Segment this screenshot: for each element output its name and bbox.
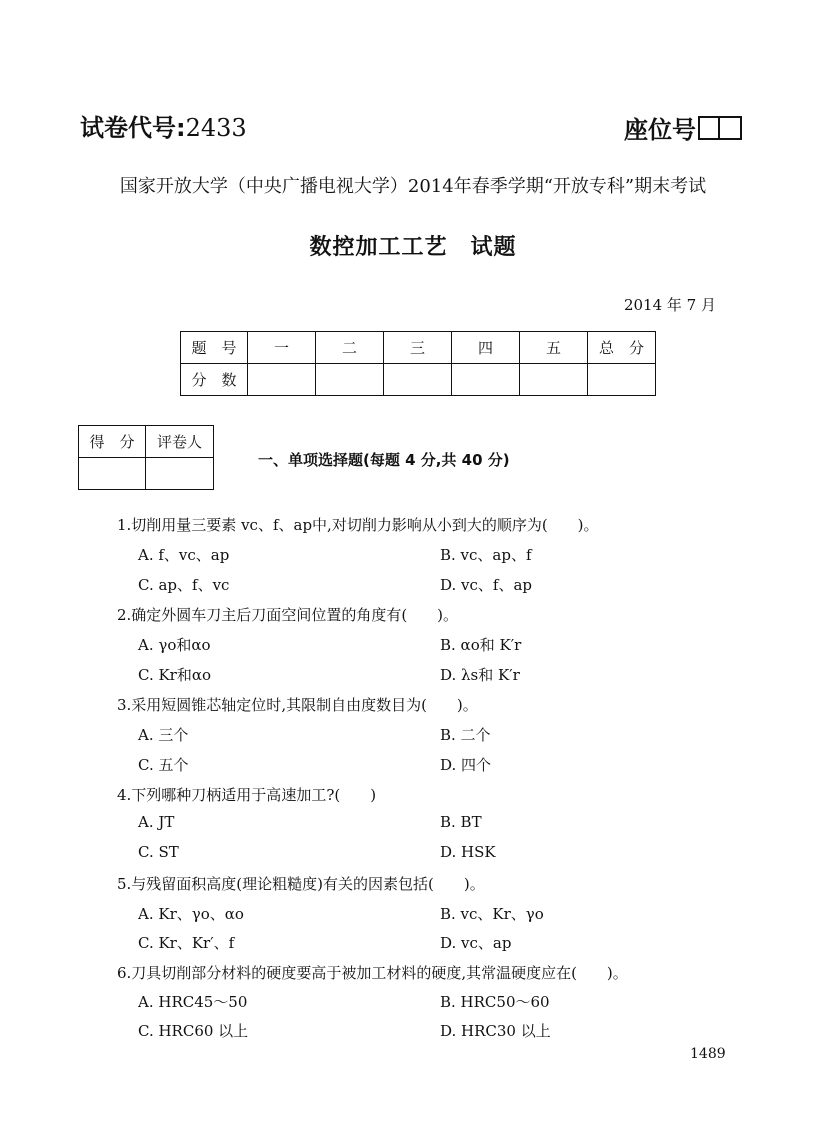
option-d: D. λs和 K′r [440,666,520,684]
score-cell [588,364,656,396]
option-c: C. Kr、Kr′、f [138,934,235,952]
score-cell [384,364,452,396]
score-table-value-row [181,364,656,396]
option-b: B. HRC50～60 [440,993,550,1011]
score-col: 四 [452,332,520,364]
question-stem: 4.下列哪种刀柄适用于高速加工?( ) [117,786,377,804]
option-b: B. 二个 [440,726,491,744]
score-col: 三 [384,332,452,364]
seat-box [698,116,720,140]
score-col: 一 [248,332,316,364]
score-table-header-row [181,332,656,364]
exam-code-value: 2433 [185,114,247,142]
seat-box [720,116,742,140]
seat-number [624,110,742,145]
exam-description: 国家开放大学（中央广播电视大学）2014年春季学期“开放专科”期末考试 [119,176,707,197]
option-a: A. γo和αo [138,636,211,654]
exam-code [80,108,247,143]
score-table [180,331,656,396]
page-number: 1489 [690,1046,726,1062]
option-d: D. 四个 [440,756,492,774]
option-d: D. HSK [440,843,496,861]
option-b: B. αo和 K′r [440,636,522,654]
score-row-label: 分 数 [181,364,248,396]
option-a: A. HRC45～50 [138,993,248,1011]
score-cell [316,364,384,396]
score-col: 二 [316,332,384,364]
grader-score-cell [79,458,146,490]
grader-score-label: 得 分 [79,426,146,458]
option-c: C. HRC60 以上 [138,1022,249,1040]
grader-name-label: 评卷人 [146,426,214,458]
option-d: D. vc、f、ap [440,576,532,594]
question-stem: 1.切削用量三要素 vc、f、ap中,对切削力影响从小到大的顺序为( )。 [117,516,599,534]
option-a: A. Kr、γo、αo [138,905,244,923]
seat-boxes [698,116,742,140]
option-c: C. 五个 [138,756,189,774]
question-stem: 5.与残留面积高度(理论粗糙度)有关的因素包括( )。 [117,875,485,893]
question-stem: 2.确定外圆车刀主后刀面空间位置的角度有( )。 [117,606,459,624]
score-cell [520,364,588,396]
option-c: C. ST [138,843,179,861]
exam-code-label: 试卷代号: [80,114,186,142]
score-col: 五 [520,332,588,364]
option-a: A. JT [138,813,175,831]
page-title: 数控加工工艺 试题 [309,235,517,260]
section-heading: 一、单项选择题(每题 4 分,共 40 分) [258,451,510,469]
score-col: 总 分 [588,332,656,364]
option-a: A. f、vc、ap [138,546,230,564]
question-stem: 3.采用短圆锥芯轴定位时,其限制自由度数目为( )。 [117,696,478,714]
score-cell [452,364,520,396]
option-c: C. ap、f、vc [138,576,230,594]
option-b: B. vc、Kr、γo [440,905,544,923]
option-c: C. Kr和αo [138,666,212,684]
option-b: B. BT [440,813,482,831]
score-cell [248,364,316,396]
exam-date: 2014 年 7 月 [623,296,716,314]
option-d: D. HRC30 以上 [440,1022,551,1040]
grader-name-cell [146,458,214,490]
seat-label: 座位号 [624,116,696,144]
grader-table [78,425,214,490]
score-row-label: 题 号 [181,332,248,364]
question-stem: 6.刀具切削部分材料的硬度要高于被加工材料的硬度,其常温硬度应在( )。 [117,964,628,982]
option-a: A. 三个 [138,726,189,744]
option-d: D. vc、ap [440,934,512,952]
option-b: B. vc、ap、f [440,546,532,564]
